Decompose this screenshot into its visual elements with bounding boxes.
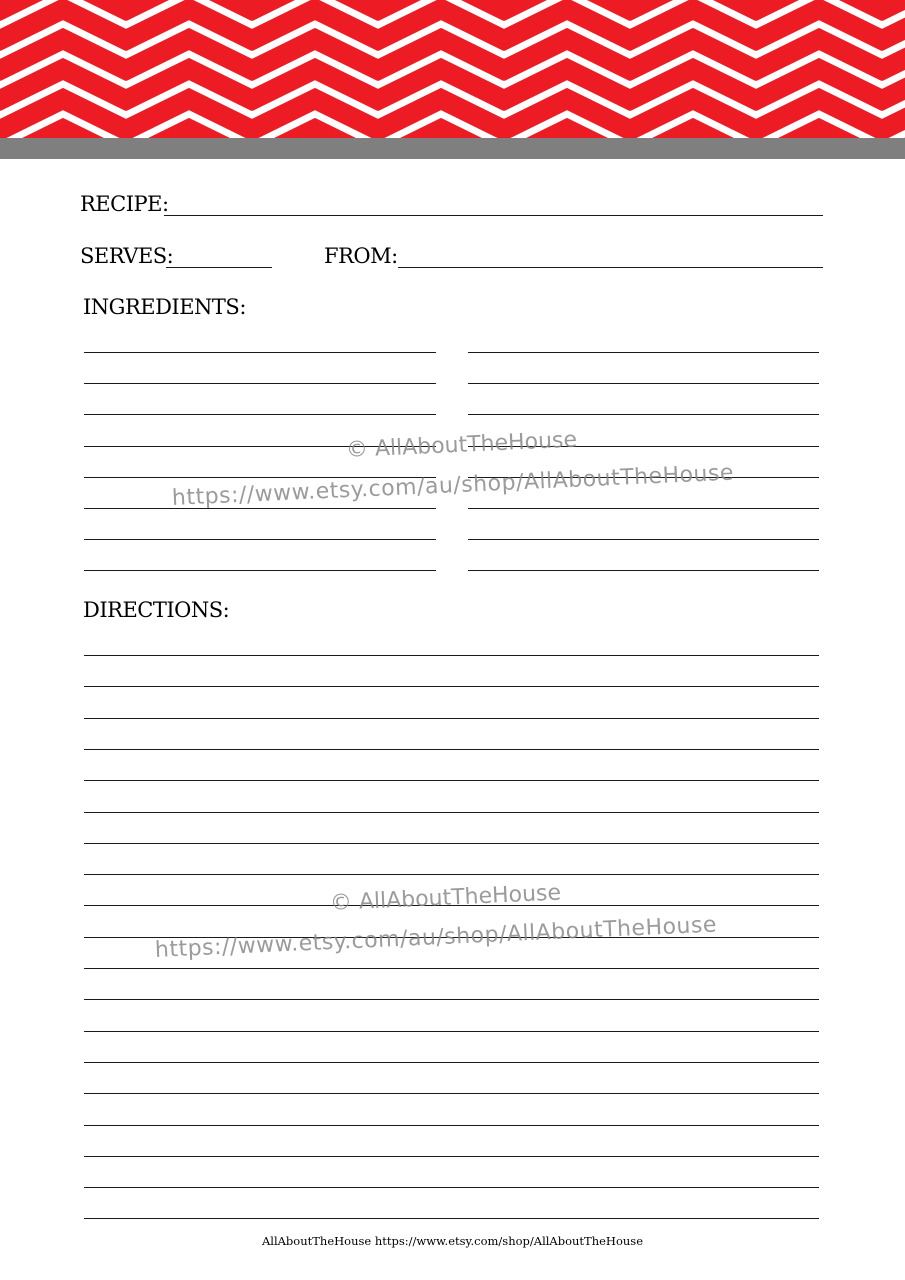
direction-line[interactable] (84, 1218, 819, 1219)
ingredients-heading: INGREDIENTS: (83, 295, 246, 319)
direction-line[interactable] (84, 655, 819, 656)
header-grey-band (0, 138, 905, 159)
footer-text: AllAboutTheHouse https://www.etsy.com/shop/AllAboutTheHouse (261, 1234, 644, 1248)
ingredient-line-right[interactable] (468, 570, 819, 571)
direction-line[interactable] (84, 874, 819, 875)
direction-line[interactable] (84, 1093, 819, 1094)
recipe-line[interactable] (164, 215, 823, 216)
direction-line[interactable] (84, 780, 819, 781)
ingredient-line-left[interactable] (84, 352, 436, 353)
ingredient-line-right[interactable] (468, 414, 819, 415)
ingredient-line-right[interactable] (468, 352, 819, 353)
direction-line[interactable] (84, 686, 819, 687)
recipe-label: RECIPE: (80, 192, 169, 216)
direction-line[interactable] (84, 718, 819, 719)
ingredient-line-right[interactable] (468, 539, 819, 540)
direction-line[interactable] (84, 1125, 819, 1126)
from-line[interactable] (398, 267, 823, 268)
direction-line[interactable] (84, 812, 819, 813)
watermark-url-1: https://www.etsy.com/au/shop/AllAboutTheHouse (171, 460, 735, 511)
ingredient-line-right[interactable] (468, 508, 819, 509)
ingredient-line-left[interactable] (84, 508, 436, 509)
ingredient-line-left[interactable] (84, 383, 436, 384)
ingredient-line-right[interactable] (468, 383, 819, 384)
watermark-copyright-1: © AllAboutTheHouse (345, 427, 578, 463)
direction-line[interactable] (84, 1187, 819, 1188)
serves-line[interactable] (166, 267, 272, 268)
chevron-pattern-icon (0, 0, 905, 138)
direction-line[interactable] (84, 1031, 819, 1032)
from-label: FROM: (324, 244, 398, 268)
direction-line[interactable] (84, 749, 819, 750)
watermark-url-2: https://www.etsy.com/au/shop/AllAboutTheHouse (154, 912, 718, 963)
watermark-copyright-2: © AllAboutTheHouse (329, 880, 562, 916)
serves-label: SERVES: (80, 244, 174, 268)
direction-line[interactable] (84, 1062, 819, 1063)
ingredient-line-left[interactable] (84, 570, 436, 571)
direction-line[interactable] (84, 968, 819, 969)
directions-heading: DIRECTIONS: (83, 598, 230, 622)
ingredient-line-left[interactable] (84, 414, 436, 415)
direction-line[interactable] (84, 999, 819, 1000)
direction-line[interactable] (84, 1156, 819, 1157)
ingredient-line-left[interactable] (84, 539, 436, 540)
direction-line[interactable] (84, 843, 819, 844)
chevron-header-banner (0, 0, 905, 138)
